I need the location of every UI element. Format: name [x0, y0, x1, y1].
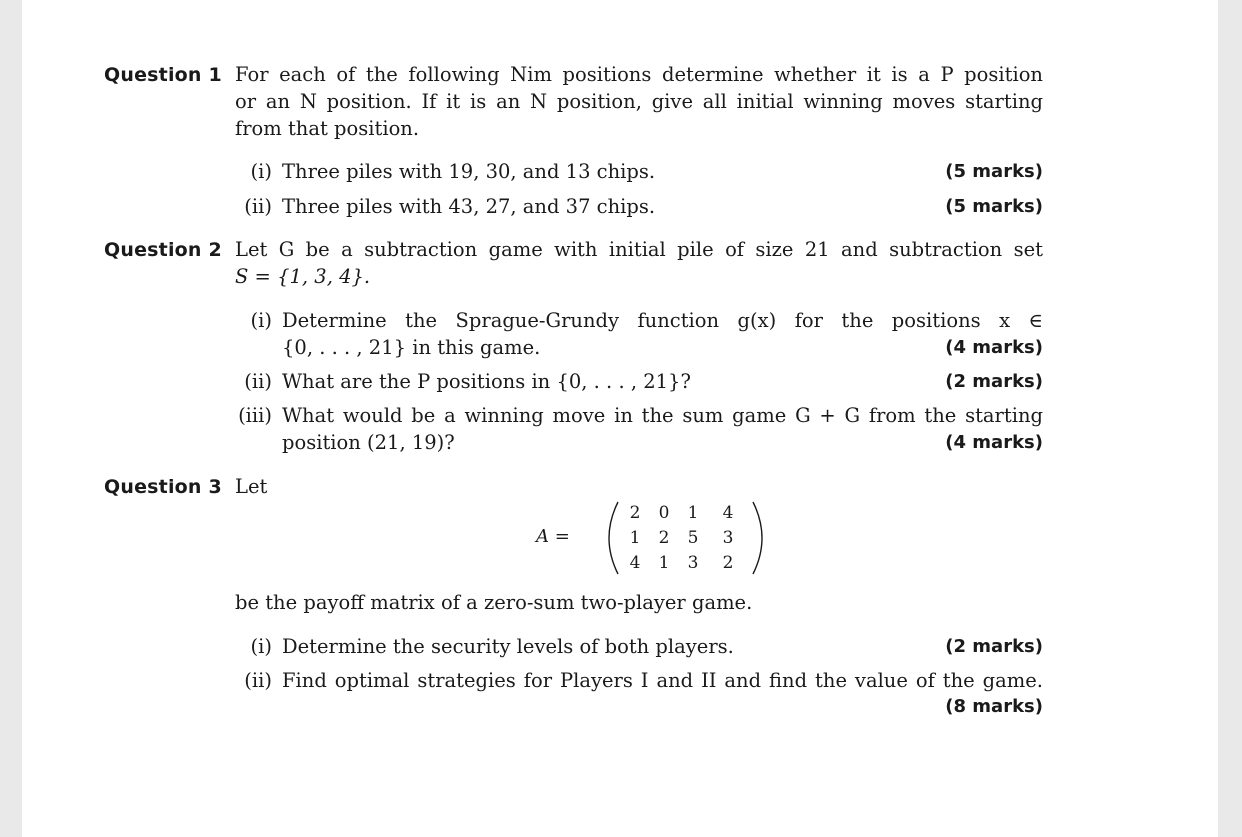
q1-intro-line-3: from that position. [235, 117, 420, 140]
q2-item-iii-number: (iii) [238, 404, 272, 427]
matrix-cell: 2 [629, 503, 641, 523]
q3-item-i-marks: (2 marks) [945, 636, 1043, 657]
q2-item-iii-text-line-2: position (21, 19)? [282, 431, 455, 454]
q3-item-ii-text: Find optimal strategies for Players I and II and find the value of the game. [282, 669, 1043, 692]
q2-item-ii-marks: (2 marks) [945, 371, 1043, 392]
q3-item-ii-number: (ii) [244, 669, 272, 692]
matrix-cell: 2 [722, 553, 734, 573]
q2-item-iii-text-line-1: What would be a winning move in the sum game G + G from the starting [282, 404, 1043, 427]
q2-item-i-text-line-1: Determine the Sprague-Grundy function g(x) for the positions x ∈ [282, 309, 1043, 332]
q1-item-ii-number: (ii) [244, 195, 272, 218]
q2-intro-line-2: S = {1, 3, 4}. [235, 265, 371, 288]
question-2-heading: Question 2 [104, 239, 222, 261]
q1-intro-line-2: or an N position. If it is an N position, give all initial winning moves starting [235, 90, 1043, 113]
matrix-cell: 3 [687, 553, 699, 573]
q2-item-i-number: (i) [250, 309, 272, 332]
question-3-heading: Question 3 [104, 476, 222, 498]
q1-item-ii-marks: (5 marks) [945, 196, 1043, 217]
matrix-cell: 2 [658, 528, 670, 548]
q3-description: be the payoff matrix of a zero-sum two-player game. [235, 591, 753, 614]
q2-intro-line-1: Let G be a subtraction game with initial pile of size 21 and subtraction set [235, 238, 1043, 261]
q3-item-i-text: Determine the security levels of both players. [282, 635, 734, 658]
q1-item-i-text: Three piles with 19, 30, and 13 chips. [282, 160, 656, 183]
q2-item-i-text-line-2: {0, . . . , 21} in this game. [282, 336, 541, 359]
exam-page [22, 0, 1218, 837]
matrix-cell: 1 [687, 503, 699, 523]
q2-item-ii-number: (ii) [244, 370, 272, 393]
q3-item-i-number: (i) [250, 635, 272, 658]
matrix-cell: 1 [658, 553, 670, 573]
matrix-cell: 5 [687, 528, 699, 548]
matrix-cell: 1 [629, 528, 641, 548]
matrix-cell: 4 [629, 553, 641, 573]
q2-item-iii-marks: (4 marks) [945, 432, 1043, 453]
q3-item-ii-marks: (8 marks) [945, 696, 1043, 717]
q1-item-ii-text: Three piles with 43, 27, and 37 chips. [282, 195, 656, 218]
q2-item-ii-text: What are the P positions in {0, . . . , 21}? [282, 370, 691, 393]
matrix-label: A = [536, 526, 570, 547]
question-1-heading: Question 1 [104, 64, 222, 86]
q2-item-i-marks: (4 marks) [945, 337, 1043, 358]
matrix-cell: 4 [722, 503, 734, 523]
q1-item-i-number: (i) [250, 160, 272, 183]
q1-item-i-marks: (5 marks) [945, 161, 1043, 182]
matrix-cell: 0 [658, 503, 670, 523]
q3-intro: Let [235, 475, 268, 498]
q1-intro-line-1: For each of the following Nim positions determine whether it is a P position [235, 63, 1043, 86]
payoff-matrix [536, 498, 772, 578]
matrix-cell: 3 [722, 528, 734, 548]
